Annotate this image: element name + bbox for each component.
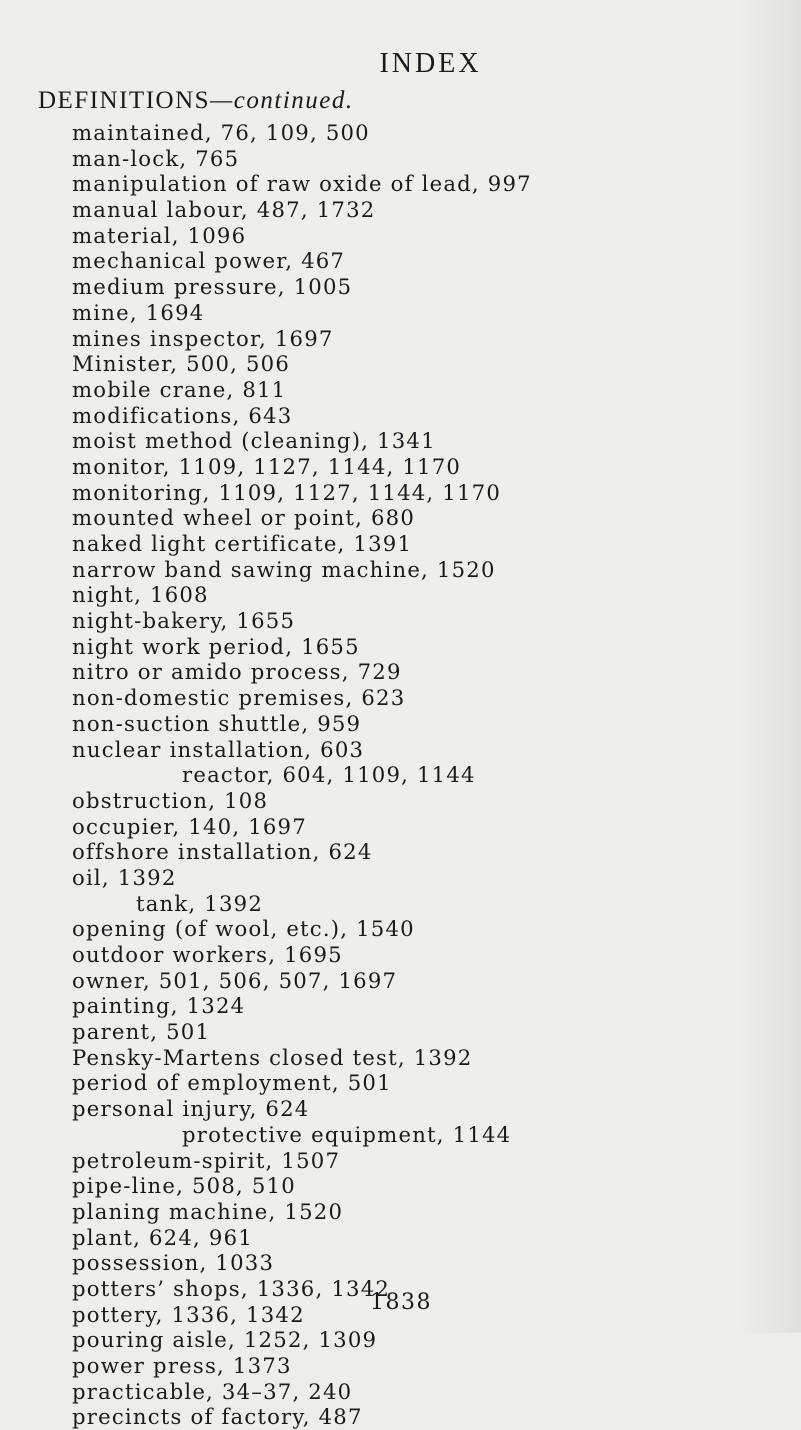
index-entry: petroleum-spirit, 1507 — [72, 1147, 341, 1173]
index-entry: modifications, 643 — [72, 402, 293, 428]
index-entry: power press, 1373 — [72, 1353, 292, 1378]
page-title: INDEX — [379, 48, 482, 79]
index-entry: obstruction, 108 — [72, 787, 269, 813]
index-entry: nitro or amido process, 729 — [72, 659, 402, 685]
index-entry: pouring aisle, 1252, 1309 — [72, 1327, 378, 1353]
index-entry: occupier, 140, 1697 — [72, 813, 307, 839]
index-entries — [72, 120, 792, 1430]
section-name: DEFINITIONS — [38, 87, 211, 114]
index-subentry: tank, 1392 — [136, 890, 264, 916]
index-entry: manipulation of raw oxide of lead, 997 — [72, 171, 532, 197]
index-entry: material, 1096 — [72, 222, 247, 248]
index-entry: non-domestic premises, 623 — [72, 685, 406, 711]
index-entry: nuclear installation, 603 — [72, 736, 365, 762]
index-entry: monitoring, 1109, 1127, 1144, 1170 — [72, 479, 502, 505]
section-heading — [38, 87, 354, 115]
index-entry: planing machine, 1520 — [72, 1198, 344, 1224]
index-entry: period of employment, 501 — [72, 1070, 392, 1096]
index-subentry: reactor, 604, 1109, 1144 — [182, 762, 476, 788]
index-entry: practicable, 34–37, 240 — [72, 1378, 353, 1404]
index-entry: man-lock, 765 — [72, 145, 240, 171]
index-entry: owner, 501, 506, 507, 1697 — [72, 967, 398, 993]
index-entry: monitor, 1109, 1127, 1144, 1170 — [72, 453, 462, 479]
index-entry: moist method (cleaning), 1341 — [72, 428, 436, 454]
index-entry: opening (of wool, etc.), 1540 — [72, 916, 415, 942]
index-entry: potters’ shops, 1336, 1342 — [72, 1275, 391, 1301]
index-entry: mechanical power, 467 — [72, 248, 346, 274]
index-entry: pottery, 1336, 1342 — [72, 1301, 305, 1327]
index-entry: oil, 1392 — [72, 864, 177, 890]
index-entry: manual labour, 487, 1732 — [72, 197, 376, 223]
index-entry: Minister, 500, 506 — [72, 351, 291, 377]
index-entry: medium pressure, 1005 — [72, 274, 353, 300]
index-entry: night, 1608 — [72, 582, 209, 608]
index-entry: mounted wheel or point, 680 — [72, 505, 416, 531]
index-entry: possession, 1033 — [72, 1250, 275, 1276]
page-number: 1838 — [370, 1290, 432, 1315]
index-entry: precincts of factory, 487 — [72, 1404, 363, 1430]
index-subentry: protective equipment, 1144 — [182, 1121, 512, 1147]
index-entry: pipe-line, 508, 510 — [72, 1173, 296, 1199]
index-entry: narrow band sawing machine, 1520 — [72, 556, 496, 582]
index-entry: parent, 501 — [72, 1019, 211, 1045]
index-entry: mobile crane, 811 — [72, 376, 287, 402]
index-entry: painting, 1324 — [72, 993, 246, 1019]
index-entry: night-bakery, 1655 — [72, 608, 296, 634]
index-entry: Pensky-Martens closed test, 1392 — [72, 1044, 473, 1070]
index-entry: offshore installation, 624 — [72, 839, 373, 865]
index-entry: naked light certificate, 1391 — [72, 531, 413, 556]
index-entry: night work period, 1655 — [72, 633, 360, 659]
index-entry: non-suction shuttle, 959 — [72, 710, 362, 736]
index-entry: plant, 624, 961 — [72, 1224, 253, 1250]
index-entry: mines inspector, 1697 — [72, 325, 334, 351]
section-continued: —continued. — [210, 87, 354, 114]
index-entry: outdoor workers, 1695 — [72, 942, 343, 967]
index-entry: maintained, 76, 109, 500 — [72, 120, 370, 145]
index-entry: mine, 1694 — [72, 299, 205, 325]
index-entry: personal injury, 624 — [72, 1096, 310, 1122]
